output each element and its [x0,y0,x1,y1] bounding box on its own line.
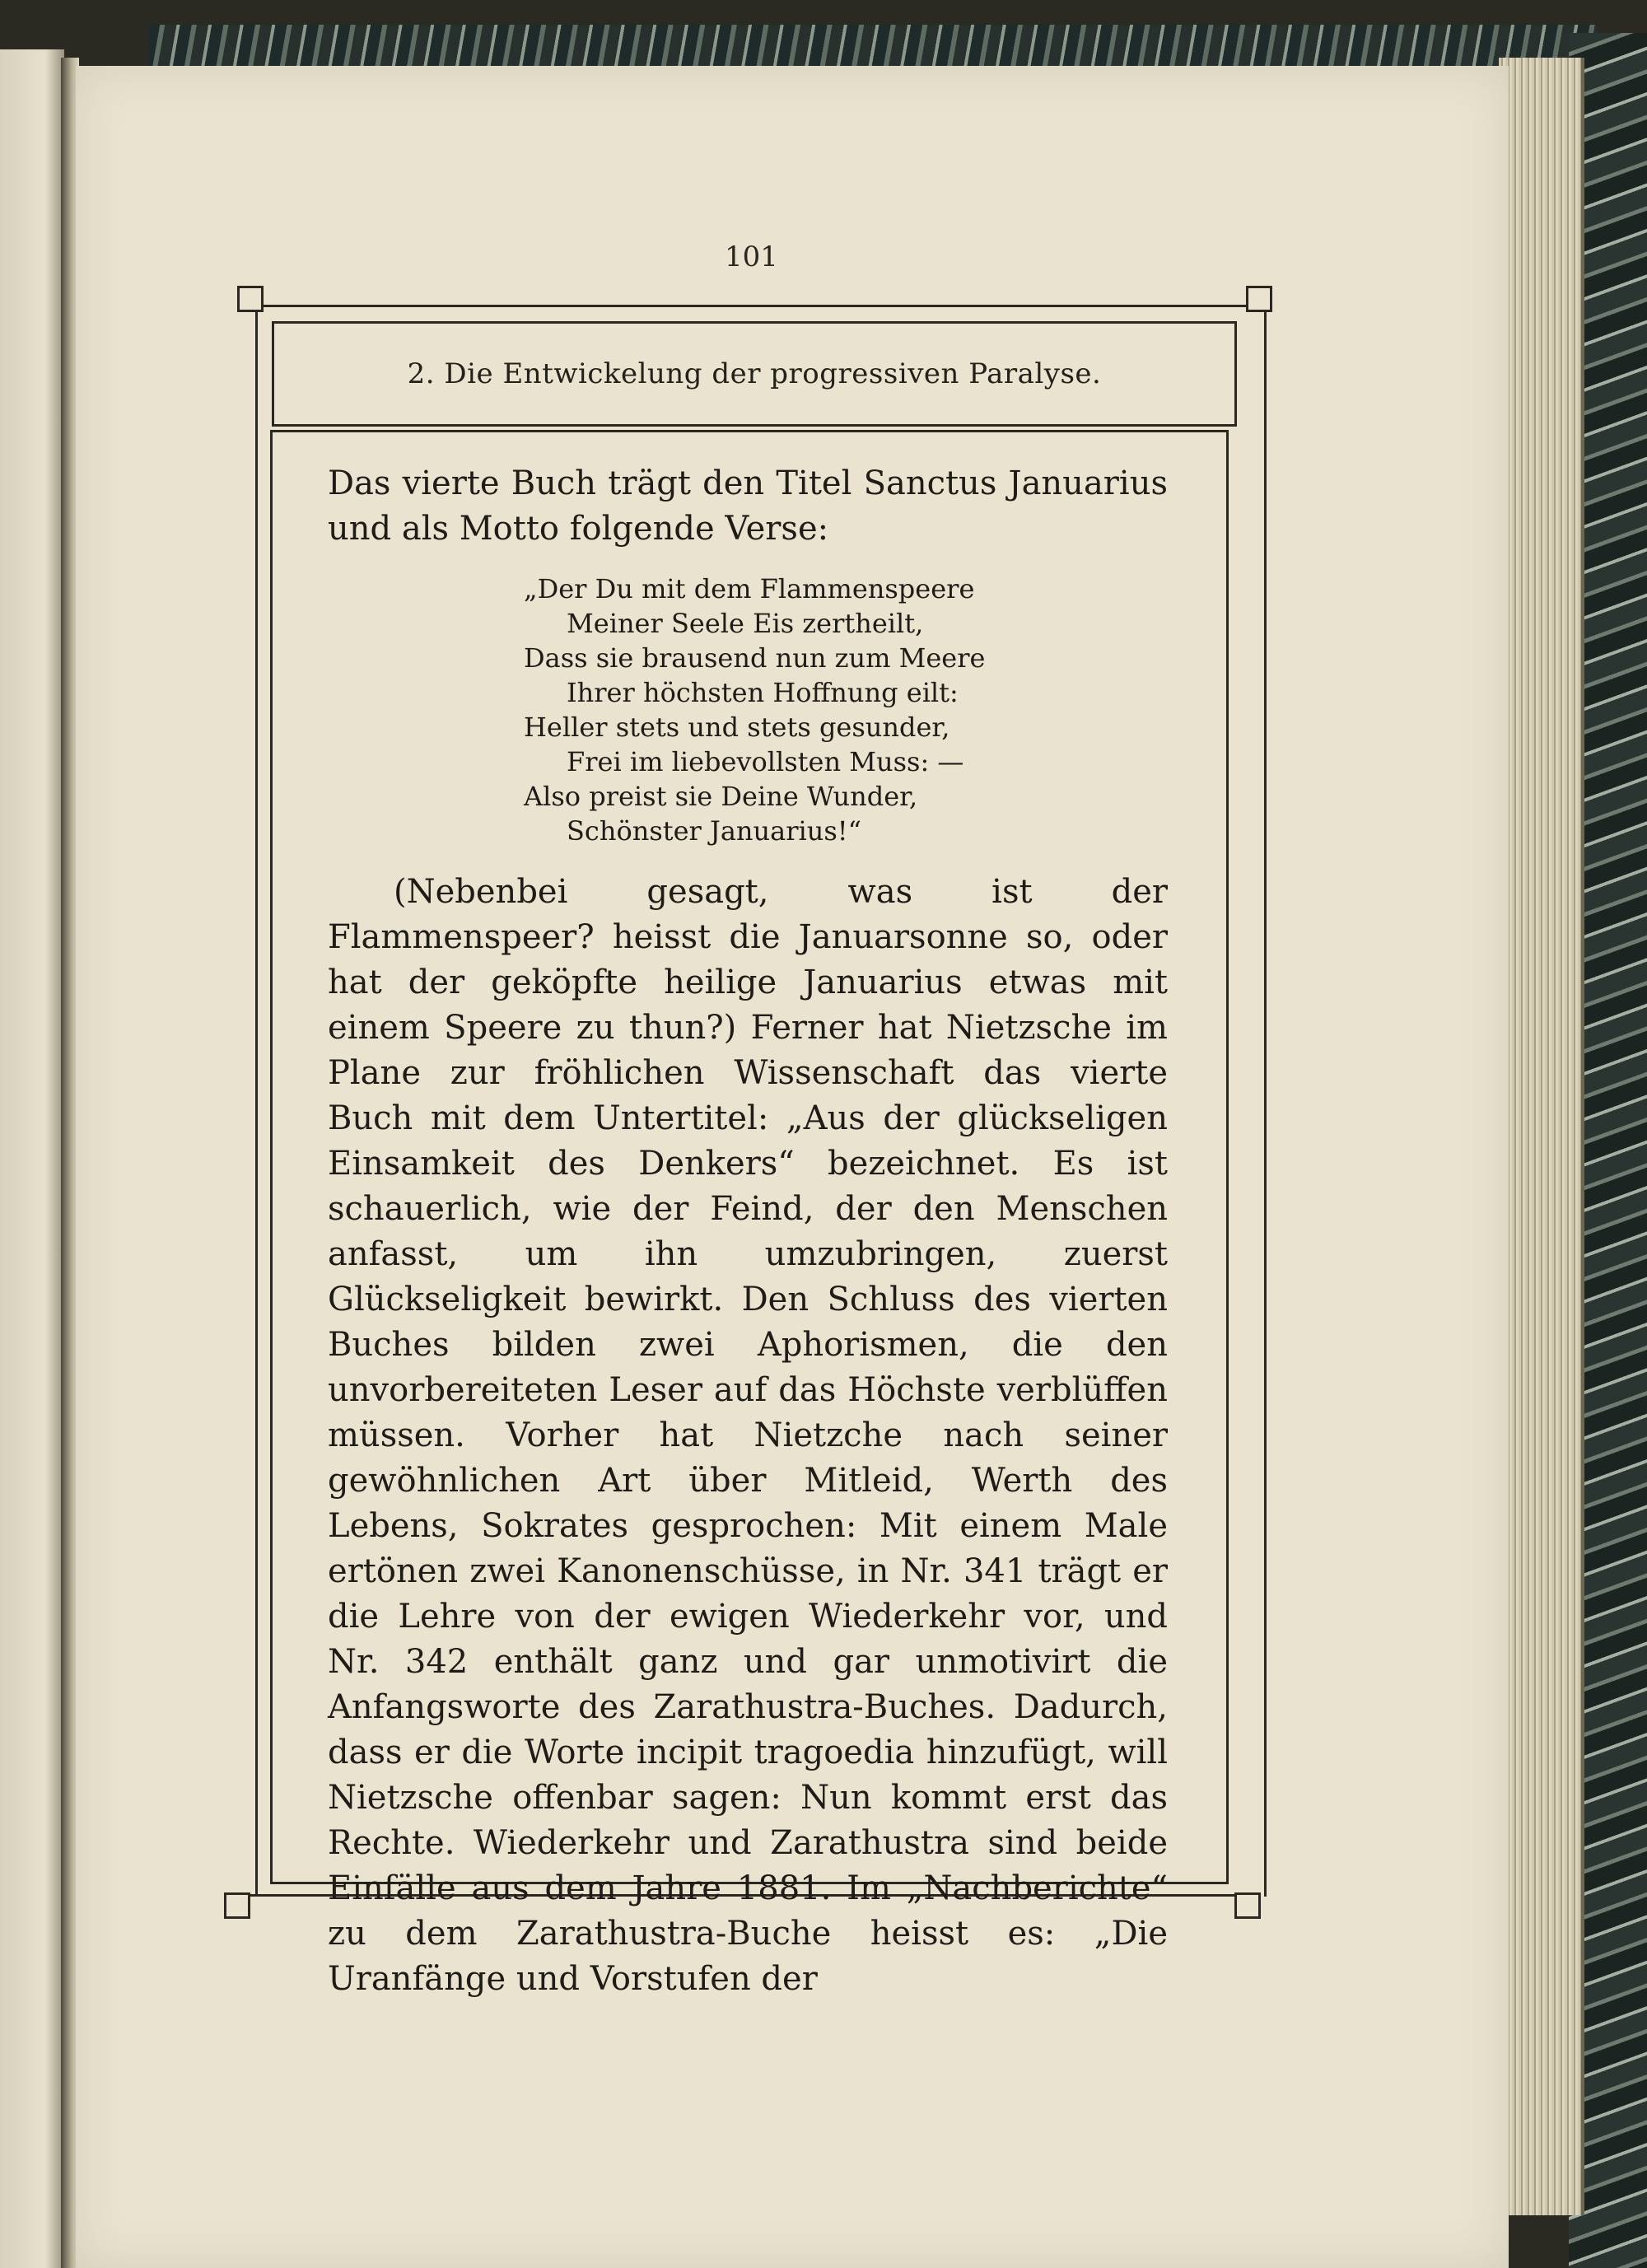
paragraph-intro: Das vierte Buch trägt den Titel Sanctus Januarius und als Motto folgende Verse: [328,464,1168,548]
verse-line: Frei im liebevollsten Muss: — [567,746,964,777]
page-edges [1499,58,1584,2215]
page-number: 101 [725,240,778,273]
running-header-box [272,321,1237,427]
verse-line: Dass sie brausend nun zum Meere [524,642,986,674]
frame-corner-top-left [237,286,264,312]
left-page-edge [0,49,64,2268]
frame-corner-bottom-right [1234,1892,1261,1919]
verse-block [524,572,1018,848]
verse-line: Heller stets und stets gesunder, [524,712,950,743]
frame-corner-bottom-left [224,1892,250,1919]
paragraph-main: (Nebenbei gesagt, was ist der Flammenspeer? heisst die Januarsonne so, oder hat der geköpfte heilige Januarius etwas mit einem Speere zu thun?) Ferner hat Nietzsche im Plane zur fröhlichen Wissenschaft das vierte Buch mit dem Untertitel: „Aus der glückseligen Einsamkeit des Denkers“ bezeichnet. Es ist schauerlich, wie der Feind, der den Menschen anfasst, um ihn umzubringen, zuerst Glückseligkeit bewirkt. Den Schluss des vierten Buches bilden zwei Aphorismen, die den unvorbereiteten Leser auf das Höchste verblüffen müssen. Vorher hat Nietzche nach seiner gewöhnlichen Art über Mitleid, Werth des Lebens, Sokrates gesprochen: Mit einem Male ertönen zwei Kanonenschüsse, in Nr. 341 trägt er die Lehre von der ewigen Wiederkehr vor, und Nr. 342 enthält ganz und gar unmotivirt die Anfangsworte des Zarathustra-Buches. Dadurch, dass er die Worte incipit tragoedia hinzufügt, will Nietzsche offenbar sagen: Nun kommt erst das Rechte. Wiederkehr und Zarathustra sind beide Einfälle aus dem Jahre 1881. Im „Nachberichte“ zu dem Zarathustra-Buche heisst es: „Die Uranfänge und Vorstufen der [328,873,1168,1998]
verse-line: Also preist sie Deine Wunder, [524,781,918,812]
verse-line: Ihrer höchsten Hoffnung eilt: [567,677,959,708]
verse-line: Schönster Januarius!“ [567,815,861,847]
frame-corner-top-right [1246,286,1272,312]
body-text [328,461,1168,2002]
running-header: 2. Die Entwickelung der progressiven Paralyse. [407,357,1102,390]
verse-line: „Der Du mit dem Flammenspeere [524,573,975,604]
verse-line: Meiner Seele Eis zertheilt, [567,608,924,639]
